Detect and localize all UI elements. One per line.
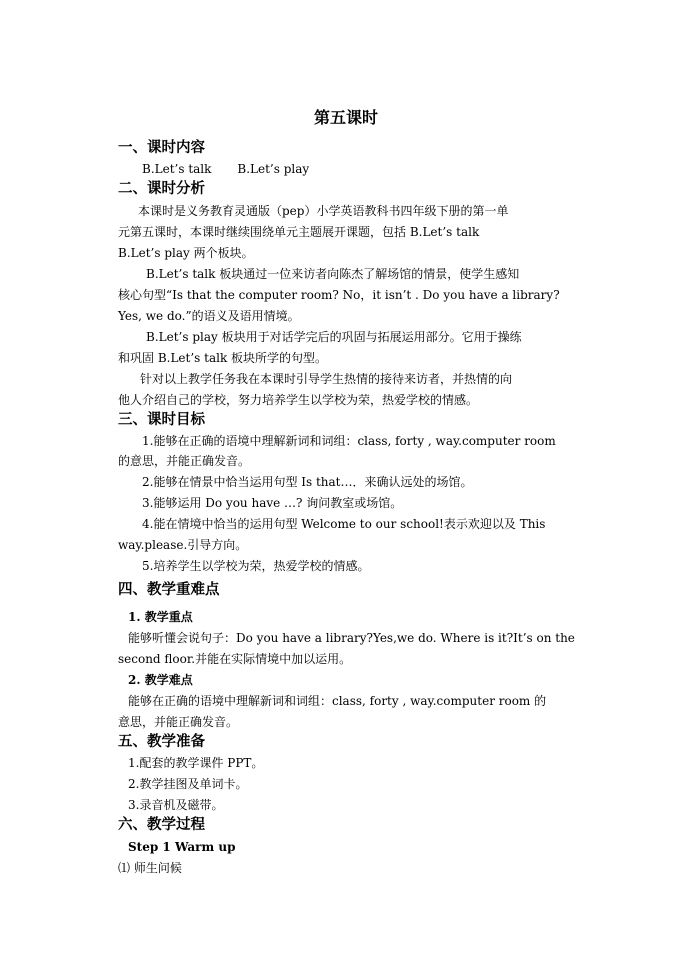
page-title: 第五课时 — [313, 108, 378, 127]
key-point-line2: second floor.并能在实际情境中加以运用。 — [118, 652, 352, 666]
difficulty-line2: 意思，并能正确发音。 — [118, 715, 239, 729]
prep-item-2: 2.教学挂图及单词卡。 — [128, 777, 248, 791]
goal-3: 3.能够运用 Do you have …? 询问教室或场馆。 — [142, 496, 403, 510]
step-1-title: Step 1 Warm up — [128, 840, 236, 854]
analysis-p4-line1: 针对以上教学任务我在本课时引导学生热情的接待来访者，并热情的向 — [140, 372, 513, 386]
goal-4-line2: way.please.引导方向。 — [118, 538, 248, 552]
goal-1-line2: 的意思，并能正确发音。 — [118, 454, 251, 468]
section-heading-goals: 三、课时目标 — [118, 411, 205, 428]
analysis-p1-line3: B.Let’s play 两个板块。 — [118, 246, 254, 260]
section-heading-key-points: 四、教学重难点 — [118, 581, 220, 598]
step-1-sub-1: ⑴ 师生问候 — [118, 861, 182, 875]
analysis-p2-line1: B.Let’s talk 板块通过一位来访者向陈杰了解场馆的情景，使学生感知 — [146, 267, 520, 281]
prep-item-1: 1.配套的教学课件 PPT。 — [128, 756, 264, 770]
content-item-play: B.Let’s play — [237, 162, 310, 176]
difficulty-line1: 能够在正确的语境中理解新词和词组：class, forty , way.computer room 的 — [128, 694, 547, 708]
analysis-p2-line2: 核心句型“Is that the computer room? No，it isn’t . Do you have a library? — [118, 288, 560, 302]
key-point-title: 1. 教学重点 — [128, 610, 193, 624]
goal-4-line1: 4.能在情境中恰当的运用句型 Welcome to our school!表示欢迎以及 This — [142, 517, 546, 531]
goal-5: 5.培养学生以学校为荣，热爱学校的情感。 — [142, 559, 370, 573]
analysis-p3-line2: 和巩固 B.Let’s talk 板块所学的句型。 — [118, 351, 328, 365]
goal-2: 2.能够在情景中恰当运用句型 Is that…．来确认远处的场馆。 — [142, 475, 473, 489]
analysis-p1-line1: 本课时是义务教育灵通版（pep）小学英语教科书四年级下册的第一单 — [138, 204, 509, 218]
section-heading-content: 一、课时内容 — [118, 139, 205, 156]
section-heading-process: 六、教学过程 — [118, 816, 205, 833]
prep-item-3: 3.录音机及磁带。 — [128, 798, 224, 812]
analysis-p2-line3: Yes, we do.”的语义及语用情境。 — [118, 309, 300, 323]
goal-1-line1: 1.能够在正确的语境中理解新词和词组：class, forty , way.computer room — [142, 434, 556, 448]
analysis-p4-line2: 他人介绍自己的学校，努力培养学生以学校为荣，热爱学校的情感。 — [118, 393, 479, 407]
section-heading-preparation: 五、教学准备 — [118, 733, 205, 750]
analysis-p1-line2: 元第五课时，本课时继续围绕单元主题展开课题，包括 B.Let’s talk — [118, 225, 480, 239]
key-point-line1: 能够听懂会说句子：Do you have a library?Yes,we do. Where is it?It’s on the — [128, 631, 575, 645]
difficulty-title: 2. 教学难点 — [128, 673, 193, 687]
section-heading-analysis: 二、课时分析 — [118, 180, 205, 197]
content-items — [142, 161, 309, 177]
content-item-talk: B.Let’s talk — [142, 162, 212, 176]
analysis-p3-line1: B.Let’s play 板块用于对话学完后的巩固与拓展运用部分。它用于操练 — [146, 330, 522, 344]
